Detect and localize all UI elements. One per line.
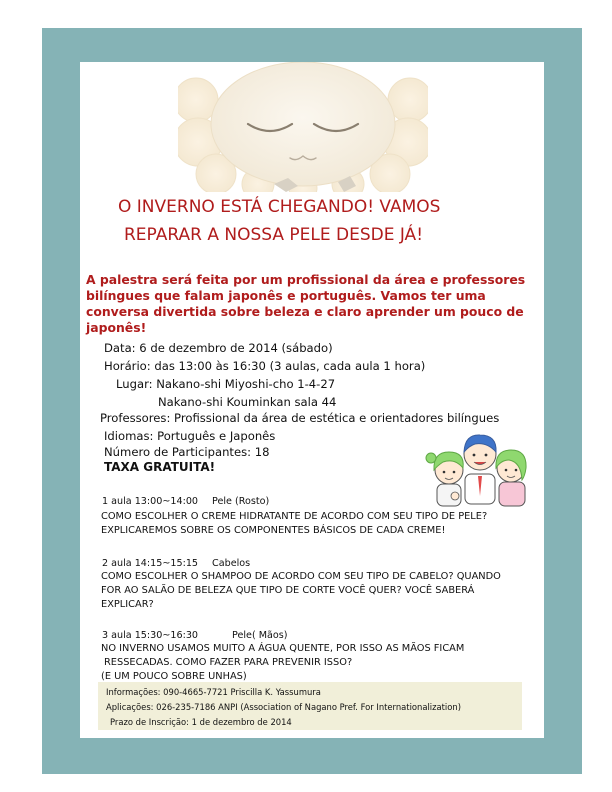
event-time: Horário: das 13:00 às 16:30 (3 aulas, cada aula 1 hora): [104, 359, 426, 373]
title-line-2: REPARAR A NOSSA PELE DESDE JÁ!: [124, 225, 424, 245]
lesson-1-time: 1 aula 13:00~14:00: [102, 496, 199, 507]
lesson-2-text: COMO ESCOLHER O SHAMPOO DE ACORDO COM SEU TIPO DE CABELO? QUANDO FOR AO SALÃO DE BELEZA QUE TIPO DE CORTE VOCÊ QUER? VOCÊ SABERÁ EXPLICAR?: [101, 571, 501, 610]
teachers-illustration: [425, 426, 530, 508]
contact-info: Informações: 090-4665-7721 Priscilla K. Yassumura: [106, 687, 321, 697]
lesson-3-text-line-1: NO INVERNO USAMOS MUITO A ÁGUA QUENTE, POR ISSO AS MÃOS FICAM: [101, 643, 465, 654]
title-line-1: O INVERNO ESTÁ CHEGANDO! VAMOS: [118, 197, 441, 217]
event-date: Data: 6 de dezembro de 2014 (sábado): [104, 341, 333, 355]
event-place: Lugar: Nakano-shi Miyoshi-cho 1-4-27: [116, 377, 336, 391]
event-languages: Idiomas: Português e Japonês: [104, 429, 276, 443]
lesson-3-text-line-2: RESSECADAS. COMO FAZER PARA PREVENIR ISSO?: [104, 657, 353, 668]
lesson-1-text: COMO ESCOLHER O CREME HIDRATANTE DE ACORDO COM SEU TIPO DE PELE? EXPLICAREMOS SOBRE OS COMPONENTES BÁSICOS DE CADA CREME!: [101, 511, 488, 536]
event-place-room: Nakano-shi Kouminkan sala 44: [158, 395, 337, 409]
lesson-2-header: [102, 558, 250, 569]
event-participants: Número de Participantes: 18: [104, 445, 270, 459]
lesson-3-time: 3 aula 15:30~16:30: [102, 630, 199, 641]
application-contact: Aplicações: 026-235-7186 ANPI (Association of Nagano Pref. For Internationalization): [106, 702, 461, 712]
lesson-1-header: [102, 496, 269, 507]
lesson-3-text-line-3: (E UM POUCO SOBRE UNHAS): [101, 671, 247, 682]
event-teachers: Professores: Profissional da área de estética e orientadores bilíngues: [100, 411, 500, 425]
sleeping-sheep-illustration: [178, 62, 428, 192]
lesson-3-header: [102, 630, 288, 641]
intro-paragraph: A palestra será feita por um profissional da área e professores bilíngues que falam japonês e português. Vamos ter uma conversa divertida sobre beleza e claro aprender um pouco de japonês!: [86, 272, 526, 335]
free-fee-notice: TAXA GRATUITA!: [104, 460, 216, 474]
lesson-2-topic: Cabelos: [212, 558, 251, 569]
lesson-2-time: 2 aula 14:15~15:15: [102, 558, 199, 569]
lesson-1-topic: Pele (Rosto): [212, 496, 270, 507]
registration-deadline: Prazo de Inscrição: 1 de dezembro de 2014: [110, 717, 292, 727]
lesson-3-topic: Pele( Mãos): [232, 630, 288, 641]
